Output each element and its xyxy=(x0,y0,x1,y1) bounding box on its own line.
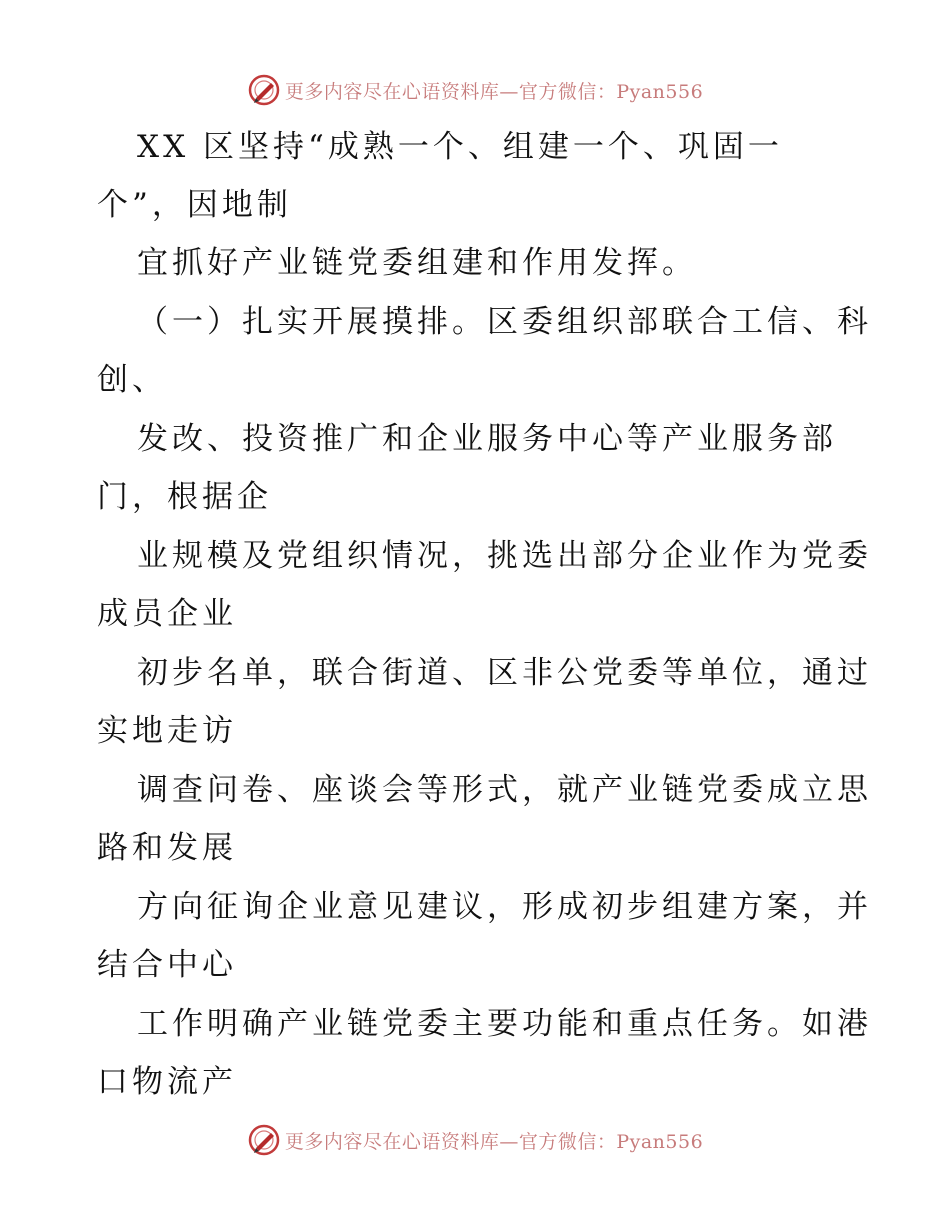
body-line: XX 区坚持“成熟一个、组建一个、巩固一 xyxy=(137,129,783,165)
body-line: 门，根据企 xyxy=(97,479,272,515)
body-line: 调查问卷、座谈会等形式，就产业链党委成立思 xyxy=(137,772,872,808)
logo-pen-icon xyxy=(247,1123,281,1157)
body-line: 方向征询企业意见建议，形成初步组建方案，并 xyxy=(137,889,872,925)
body-line: 结合中心 xyxy=(97,947,237,983)
footer-watermark-text: 更多内容尽在心语资料库—官方微信：Pyan556 xyxy=(284,1130,704,1153)
body-line: 路和发展 xyxy=(97,830,237,866)
body-line: 初步名单，联合街道、区非公党委等单位，通过 xyxy=(137,655,872,691)
body-line: 口物流产 xyxy=(97,1064,237,1100)
body-line: 宜抓好产业链党委组建和作用发挥。 xyxy=(137,245,697,281)
footer-watermark xyxy=(0,1120,950,1160)
header-watermark-text: 更多内容尽在心语资料库—官方微信：Pyan556 xyxy=(284,80,704,103)
body-line: 发改、投资推广和企业服务中心等产业服务部 xyxy=(137,421,837,457)
body-line: 成员企业 xyxy=(97,596,237,632)
body-line: （一）扎实开展摸排。区委组织部联合工信、科 xyxy=(137,304,872,340)
body-line: 工作明确产业链党委主要功能和重点任务。如港 xyxy=(137,1006,872,1042)
body-line: 实地走访 xyxy=(97,713,237,749)
body-line: 个”，因地制 xyxy=(97,187,292,223)
body-line: 业规模及党组织情况，挑选出部分企业作为党委 xyxy=(137,538,872,574)
body-line: 创、 xyxy=(97,362,167,398)
